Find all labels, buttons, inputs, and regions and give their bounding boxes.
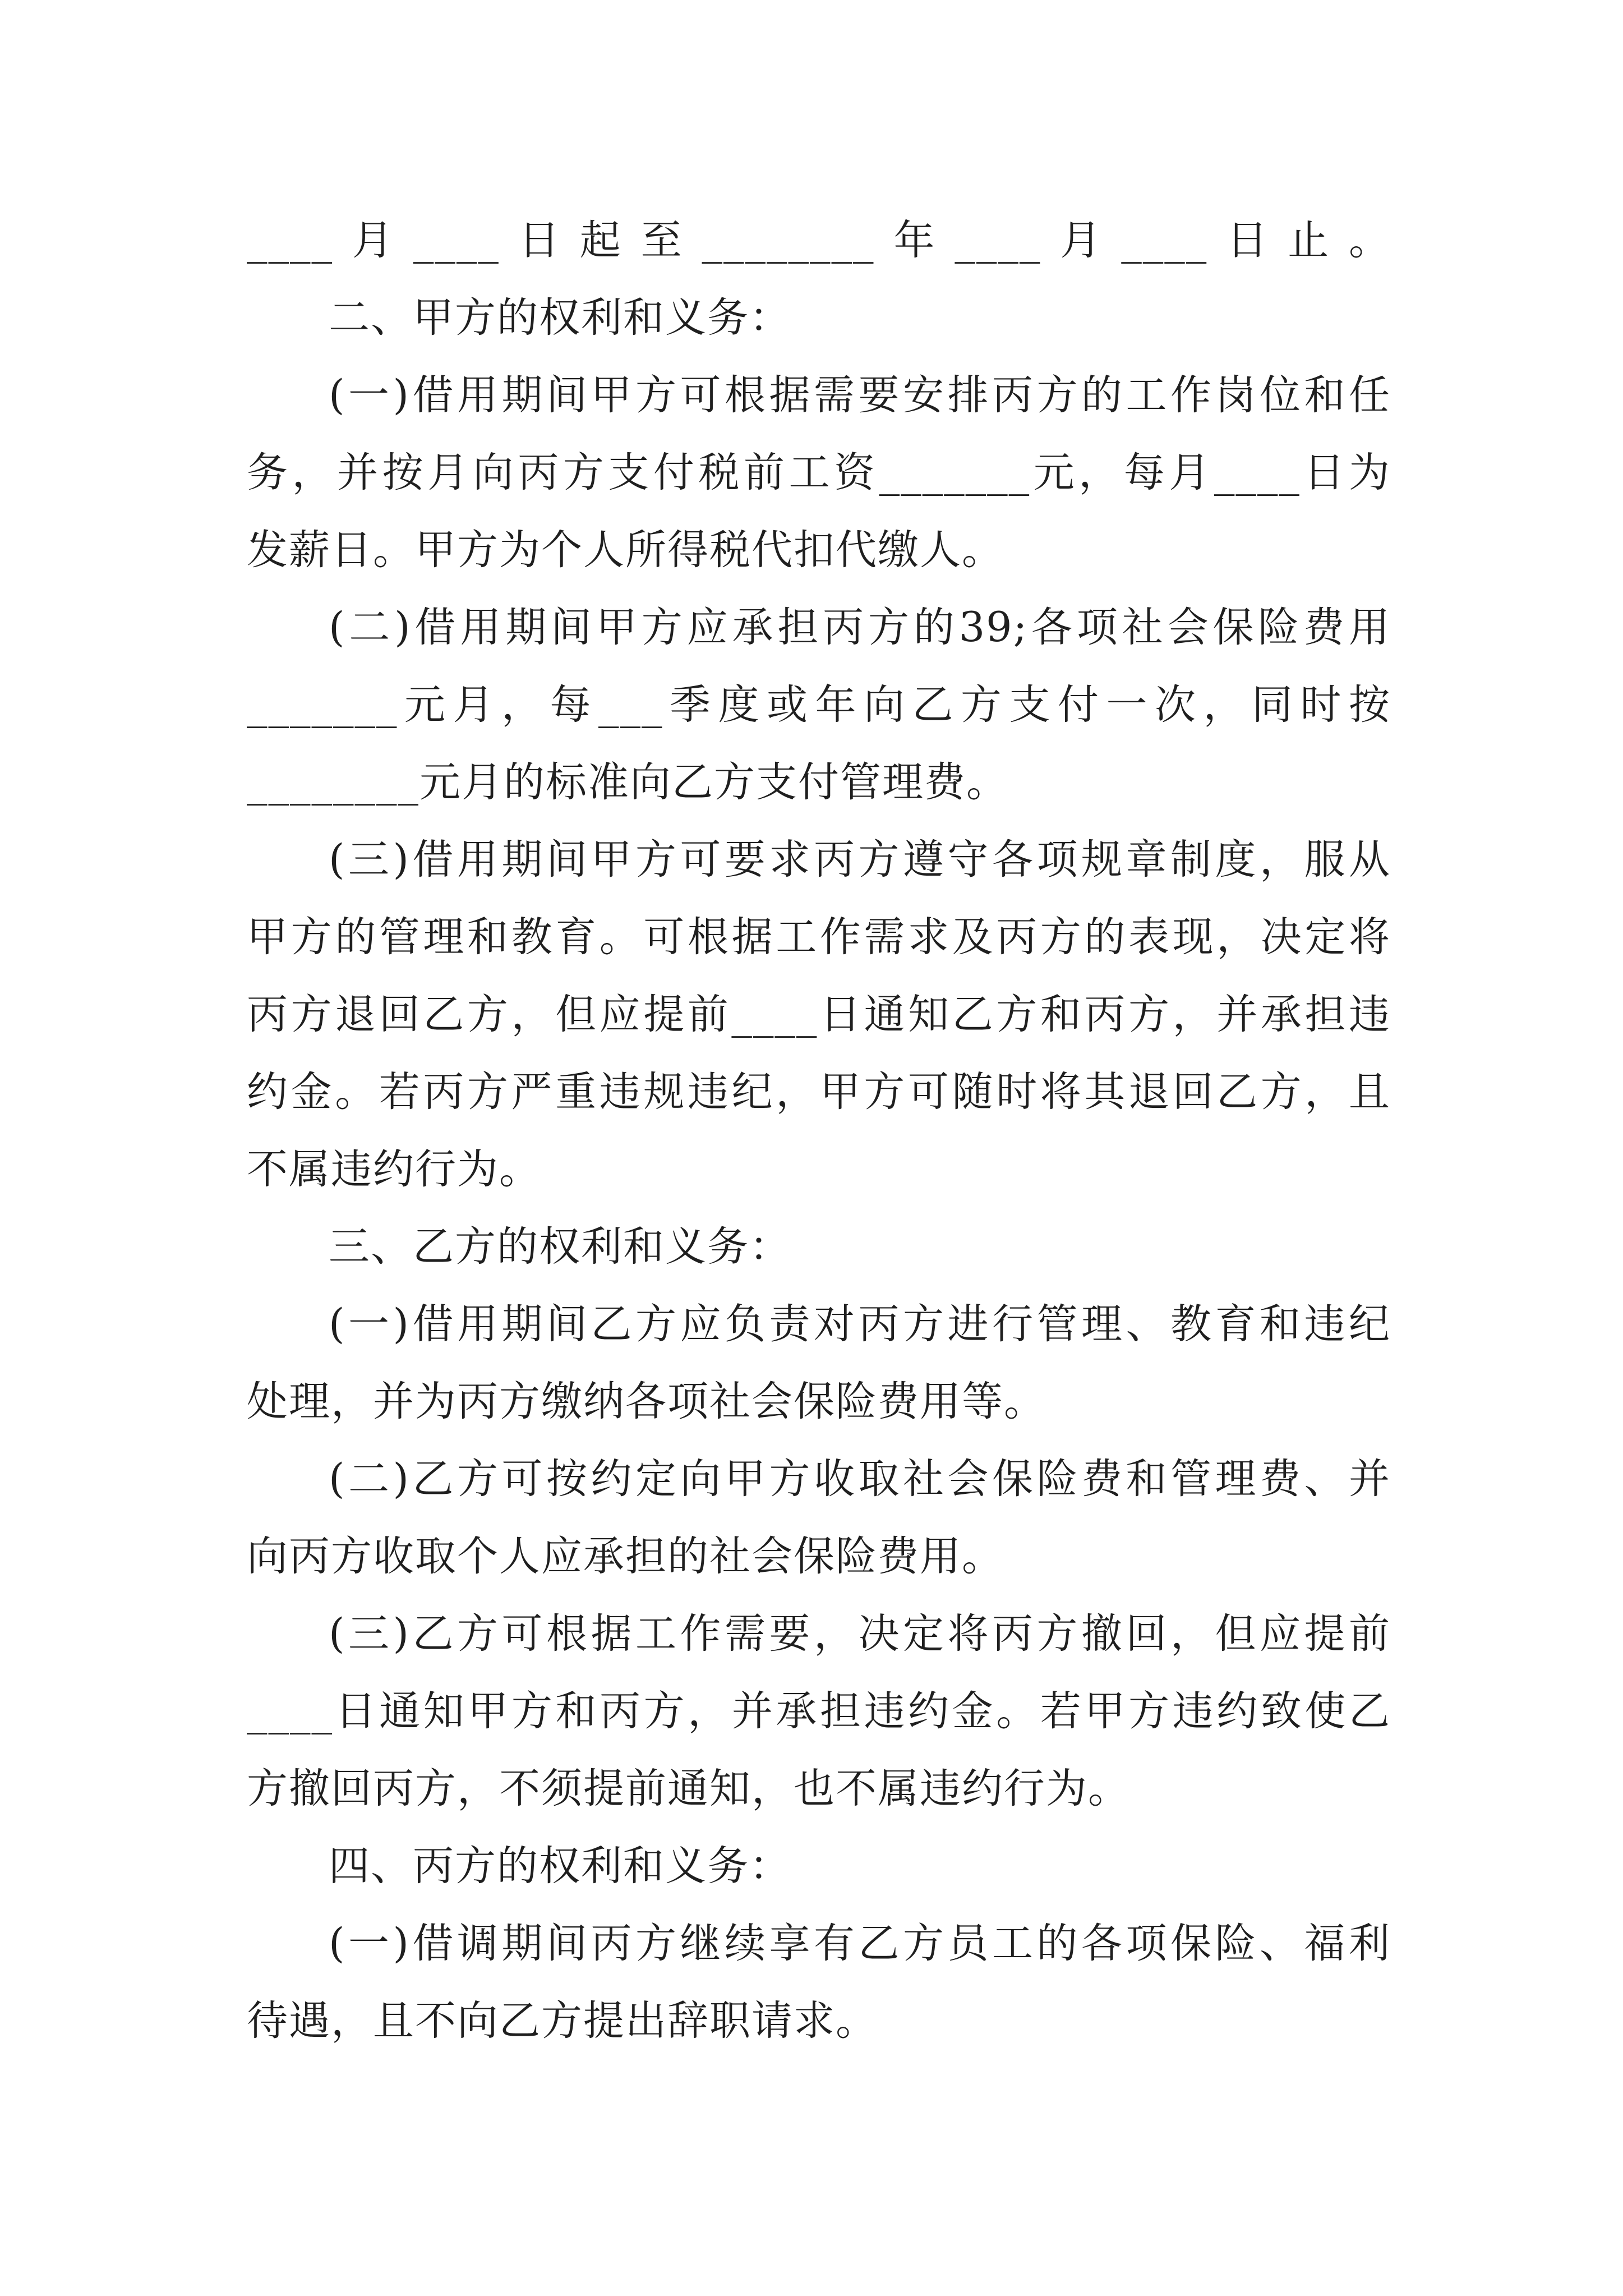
text-line: ____月____日起至________年____月____日止。: [247, 217, 1391, 264]
text-line: (二)借用期间甲方应承担丙方的39;各项社会保险费用: [329, 604, 1391, 651]
text-line: 处理，并为丙方缴纳各项社会保险费用等。: [247, 1378, 1046, 1425]
text-line: 不属违约行为。: [247, 1145, 541, 1193]
text-line: 务，并按月向丙方支付税前工资_______元，每月____日为: [247, 449, 1391, 496]
text-line: (二)乙方可按约定向甲方收取社会保险费和管理费、并: [329, 1455, 1391, 1503]
text-line: 发薪日。甲方为个人所得税代扣代缴人。: [247, 526, 1004, 574]
text-line: (一)借调期间丙方继续享有乙方员工的各项保险、福利: [329, 1920, 1391, 1967]
section-heading: 二、甲方的权利和义务：: [329, 294, 791, 342]
document-body: [247, 202, 1391, 2060]
text-line: (三)借用期间甲方可要求丙方遵守各项规章制度，服从: [329, 836, 1391, 884]
text-line: _______元月，每___季度或年向乙方支付一次，同时按: [247, 681, 1391, 729]
text-line: 约金。若丙方严重违规违纪，甲方可随时将其退回乙方，且: [247, 1068, 1391, 1116]
text-line: (一)借用期间乙方应负责对丙方进行管理、教育和违纪: [329, 1300, 1391, 1348]
text-line: 方撤回丙方，不须提前通知，也不属违约行为。: [247, 1765, 1130, 1812]
text-line: 待遇，且不向乙方提出辞职请求。: [247, 1997, 878, 2045]
text-line: ________元月的标准向乙方支付管理费。: [247, 758, 1008, 806]
text-line: 丙方退回乙方，但应提前____日通知乙方和丙方，并承担违: [247, 991, 1391, 1038]
text-line: ____日通知甲方和丙方，并承担违约金。若甲方违约致使乙: [247, 1687, 1391, 1735]
section-heading: 三、乙方的权利和义务：: [329, 1223, 791, 1271]
text-line: (一)借用期间甲方可根据需要安排丙方的工作岗位和任: [329, 371, 1391, 419]
text-line: 甲方的管理和教育。可根据工作需求及丙方的表现，决定将: [247, 913, 1391, 961]
text-line: 向丙方收取个人应承担的社会保险费用。: [247, 1533, 1004, 1580]
text-line: (三)乙方可根据工作需要，决定将丙方撤回，但应提前: [329, 1610, 1391, 1658]
section-heading: 四、丙方的权利和义务：: [329, 1842, 791, 1890]
